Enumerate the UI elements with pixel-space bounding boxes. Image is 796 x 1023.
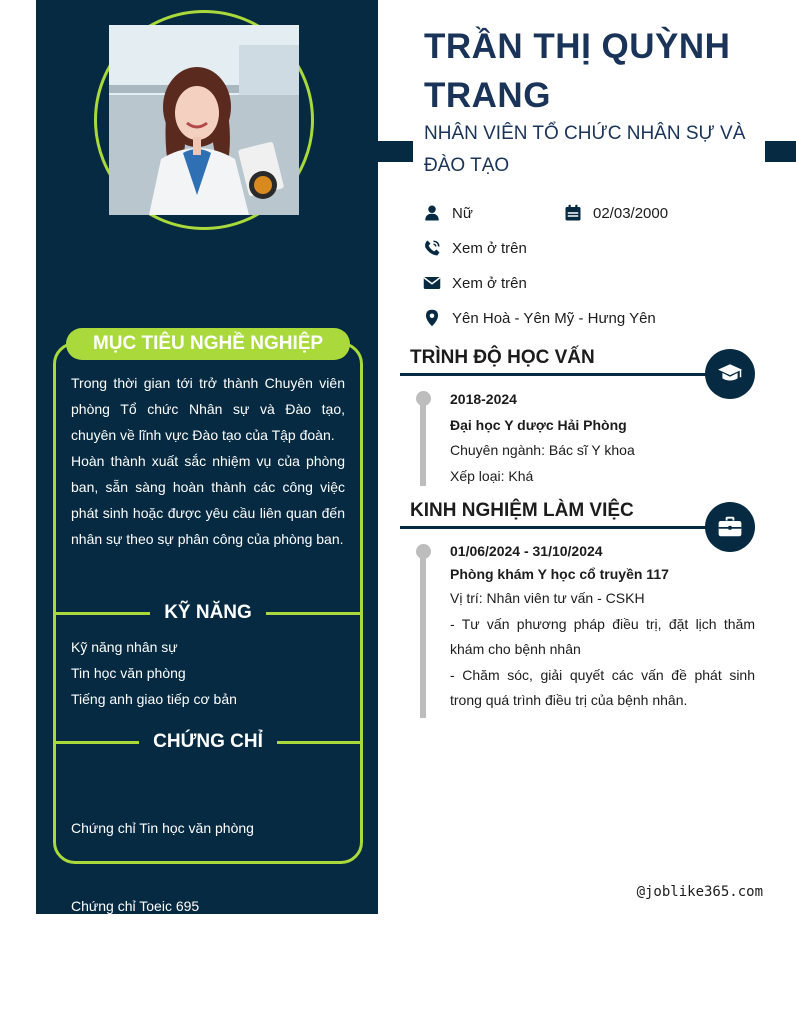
certificate-item: Chứng chỉ B2 Vstep [71, 976, 201, 992]
title-accent-left [378, 141, 413, 162]
gender-value: Nữ [452, 204, 473, 222]
education-divider [400, 373, 720, 376]
skills-heading [56, 601, 360, 625]
email-row [422, 273, 527, 293]
education-grade: Xếp loại: Khá [450, 467, 534, 484]
address-row [422, 308, 656, 328]
address-value: Yên Hoà - Yên Mỹ - Hưng Yên [452, 309, 656, 327]
experience-entry [450, 540, 755, 714]
envelope-icon [422, 273, 442, 293]
phone-row [422, 238, 527, 258]
experience-divider [400, 526, 720, 529]
certificates-heading [56, 730, 360, 754]
experience-duty: - Chăm sóc, giải quyết các vấn đề phát sinh trong quá trình điều trị của bệnh nhân. [450, 666, 755, 708]
skill-item: Tin học văn phòng [71, 665, 186, 681]
watermark: @joblike365.com [636, 884, 763, 900]
certificate-item: Chứng chỉ Tin học văn phòng [71, 820, 254, 836]
map-pin-icon [422, 308, 442, 328]
experience-duty: - Tư vấn phương pháp điều trị, đặt lịch thăm khám cho bệnh nhân [450, 615, 755, 657]
education-school: Đại học Y dược Hải Phòng [450, 416, 627, 433]
education-major: Chuyên ngành: Bác sĩ Y khoa [450, 442, 635, 458]
avatar [109, 25, 299, 215]
experience-company: Phòng khám Y học cổ truyền 117 [450, 566, 669, 582]
experience-heading: KINH NGHIỆM LÀM VIỆC [410, 500, 634, 521]
email-value: Xem ở trên [452, 274, 527, 292]
objective-text [71, 370, 345, 552]
skills-heading-text: KỸ NĂNG [150, 602, 266, 623]
title-accent-right [765, 141, 796, 162]
education-period: 2018-2024 [450, 391, 517, 407]
education-entry [450, 387, 755, 489]
objective-heading: MỤC TIÊU NGHỀ NGHIỆP [66, 328, 350, 360]
certificates-list [71, 763, 254, 1023]
skill-item: Tiếng anh giao tiếp cơ bản [71, 691, 237, 707]
avatar-photo [109, 25, 299, 215]
job-title: NHÂN VIÊN TỔ CHỨC NHÂN SỰ VÀ ĐÀO TẠO [424, 123, 746, 176]
candidate-name: TRẦN THỊ QUỲNH TRANG [424, 27, 731, 115]
objective-paragraph: Trong thời gian tới trở thành Chuyên viên phòng Tổ chức Nhân sự và Đào tạo, chuyên về lĩnh vực Đào tạo của Tập đoàn. [71, 375, 345, 443]
experience-position: Vị trí: Nhân viên tư vấn - CSKH [450, 590, 645, 606]
birthday-value: 02/03/2000 [593, 204, 669, 222]
birthday-row [563, 203, 668, 223]
certificate-item: Chứng chỉ Toeic 695 [71, 898, 200, 914]
calendar-icon [563, 203, 583, 223]
briefcase-icon [717, 514, 743, 540]
phone-value: Xem ở trên [452, 239, 527, 257]
education-timeline-bar [420, 398, 426, 486]
experience-timeline-bar [420, 551, 426, 718]
certificates-heading-text: CHỨNG CHỈ [139, 731, 277, 752]
phone-icon [422, 238, 442, 258]
skills-list [71, 634, 237, 712]
graduation-cap-icon [717, 361, 743, 387]
user-icon [422, 203, 442, 223]
education-heading: TRÌNH ĐỘ HỌC VẤN [410, 347, 595, 368]
experience-period: 01/06/2024 - 31/10/2024 [450, 543, 603, 559]
skill-item: Kỹ năng nhân sự [71, 639, 178, 655]
objective-paragraph: Hoàn thành xuất sắc nhiệm vụ của phòng ban, sẵn sàng hoàn thành các công việc phát sinh hoặc được yêu cầu liên quan đến nhân sự theo sự phân công của phòng ban. [71, 453, 345, 547]
gender-row [422, 203, 473, 223]
